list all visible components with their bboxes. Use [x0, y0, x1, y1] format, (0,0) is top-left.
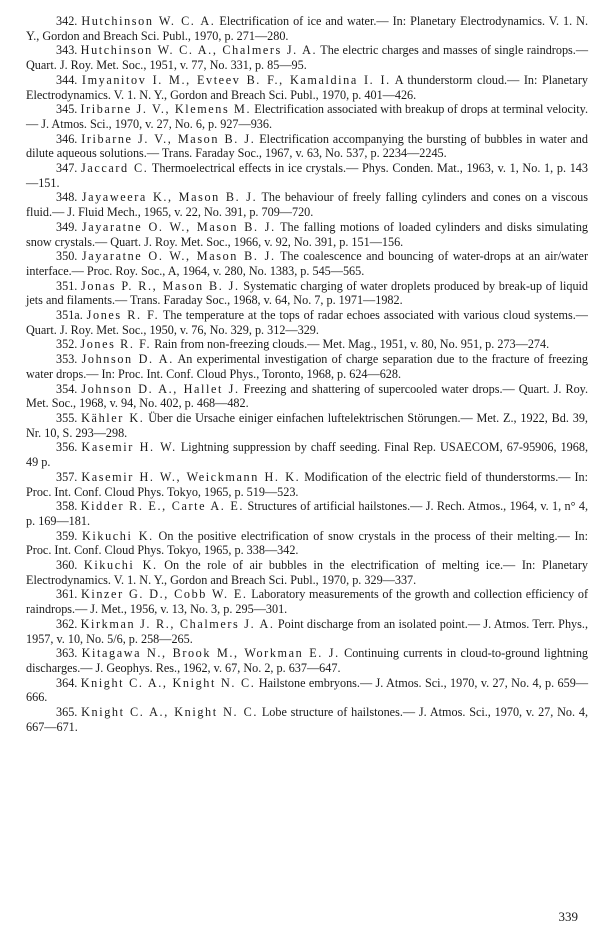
reference-authors: Kidder R. E., Carte A. E.	[80, 499, 245, 514]
page-number: 339	[558, 909, 578, 924]
reference-text: Continuing currents in cloud-to-ground lightning discharges.— J. Geophys. Res., 1962, v. 67, No. 2, p. 637—647.	[26, 646, 589, 675]
reference-entry	[26, 676, 588, 705]
reference-authors: Jayaratne O. W., Mason B. J.	[81, 219, 276, 234]
reference-authors: Kasemir H. W., Weickmann H. K.	[81, 469, 301, 484]
reference-number: 345.	[56, 102, 78, 117]
reference-number: 351a.	[56, 308, 83, 323]
reference-text: Über die Ursache einiger einfachen luftelektrischen Störungen.— Met. Z., 1922, Bd. 39, Nr. 10, S. 293—298.	[26, 410, 588, 440]
reference-text: Hailstone embryons.— J. Atmos. Sci., 1970, v. 27, No. 4, p. 659—666.	[26, 675, 589, 705]
reference-number: 359.	[56, 528, 78, 543]
reference-text: The coalescence and bouncing of water-drops at an air/water interface.— Proc. Roy. Soc., A, 1964, v. 280, No. 1383, p. 545—565.	[26, 249, 589, 278]
reference-text: Laboratory measurements of the growth and collection efficiency of raindrops.— J. Met., 1956, v. 13, No. 3, p. 295—301.	[26, 587, 589, 617]
reference-authors: Iribarne J. V., Klemens M.	[80, 102, 252, 117]
reference-entry	[26, 617, 588, 646]
reference-text: The temperature at the tops of radar echoes associated with various cloud systems.— Quart. J. Roy. Met. Soc., 1950, v. 76, No. 329, p. 312—329.	[26, 308, 588, 337]
reference-number: 365.	[56, 705, 78, 720]
reference-number: 355.	[56, 410, 78, 425]
reference-authors: Kitagawa N., Brook M., Workman E. J.	[81, 646, 340, 661]
reference-number: 362.	[56, 616, 78, 631]
reference-authors: Iribarne J. V., Mason B. J.	[81, 131, 256, 146]
reference-authors: Hutchinson W. C. A.	[81, 14, 216, 28]
reference-text: Structures of artificial hailstones.— J. Rech. Atmos., 1964, v. 1, n° 4, p. 169—181.	[26, 499, 589, 528]
reference-entry	[26, 337, 588, 352]
reference-entry	[26, 470, 588, 499]
reference-text: The behaviour of freely falling cylinders and cones on a viscous fluid.— J. Fluid Mech., 1965, v. 22, No. 391, p. 709—720.	[26, 190, 589, 220]
reference-entry	[26, 646, 588, 675]
reference-number: 363.	[56, 646, 78, 661]
reference-text: Systematic charging of water droplets produced by break-up of liquid jets and filaments.— Trans. Faraday Soc., 1968, v. 64, No. 7, p. 1971—1982.	[26, 278, 589, 308]
reference-text: Electrification accompanying the bursting of bubbles in water and dilute aqueous solutions.— Trans. Faraday Soc., 1967, v. 63, No. 537, p. 2234—2245.	[26, 131, 588, 161]
reference-authors: Knight C. A., Knight N. C.	[80, 675, 256, 690]
reference-authors: Jonas P. R., Mason B. J.	[81, 278, 240, 293]
reference-number: 351.	[56, 278, 78, 293]
reference-authors: Jaccard C.	[81, 161, 149, 176]
reference-authors: Imyanitov I. M., Evteev B. F., Kamaldina I. I.	[81, 72, 391, 87]
reference-authors: Kikuchi K.	[83, 558, 158, 573]
reference-entry	[26, 43, 588, 72]
reference-text: The electric charges and masses of single raindrops.— Quart. J. Roy. Met. Soc., 1951, v. 77, No. 331, p. 85—95.	[26, 43, 589, 73]
reference-number: 354.	[56, 381, 78, 396]
reference-text: The falling motions of loaded cylinders and disks simulating snow crystals.— Quart. J. Roy. Met. Soc., 1966, v. 92, No. 391, p. 151—156.	[26, 219, 589, 249]
reference-number: 361.	[56, 587, 78, 602]
reference-number: 352.	[56, 337, 78, 352]
reference-number: 343.	[56, 43, 78, 58]
reference-authors: Jayaweera K., Mason B. J.	[81, 190, 258, 205]
reference-number: 347.	[56, 161, 78, 176]
reference-text: Lightning suppression by chaff seeding. Final Rep. USAECOM, 67-95906, 1968, 49 p.	[26, 440, 589, 470]
reference-authors: Johnson D. A., Hallet J.	[81, 381, 240, 396]
reference-authors: Jones R. F.	[86, 308, 160, 323]
reference-entry	[26, 411, 588, 440]
reference-text: Point discharge from an isolated point.— J. Atmos. Terr. Phys., 1957, v. 10, No. 5/6, p. 258—265.	[26, 616, 588, 646]
reference-authors: Kirkman J. R., Chalmers J. A.	[80, 616, 275, 631]
reference-number: 364.	[56, 675, 78, 690]
reference-authors: Kasemir H. W.	[81, 440, 177, 455]
reference-authors: Kähler K.	[81, 410, 145, 425]
reference-number: 353.	[56, 352, 78, 367]
reference-authors: Johnson D. A.	[81, 352, 174, 367]
reference-list	[26, 14, 588, 734]
reference-number: 358.	[56, 499, 78, 514]
reference-text: A thunderstorm cloud.— In: Planetary Electrodynamics. V. 1. N. Y., Gordon and Breach Sci. Publ., 1970, p. 401—426.	[26, 72, 589, 102]
reference-text: Modification of the electric field of thunderstorms.— In: Proc. Int. Conf. Cloud Phys. Tokyo, 1965, p. 519—523.	[26, 469, 588, 499]
reference-text: Rain from non-freezing clouds.— Met. Mag., 1951, v. 80, No. 951, p. 273—274.	[154, 337, 550, 352]
reference-number: 346.	[56, 131, 78, 146]
reference-entry	[26, 102, 588, 131]
reference-authors: Jones R. F.	[80, 337, 152, 352]
reference-text: Electrification associated with breakup of drops at terminal velocity.— J. Atmos. Sci., 1970, v. 27, No. 6, p. 927—936.	[26, 102, 588, 131]
reference-entry	[26, 279, 588, 308]
reference-authors: Kikuchi K.	[82, 528, 154, 543]
reference-entry	[26, 14, 588, 43]
reference-entry	[26, 161, 588, 190]
reference-number: 342.	[56, 14, 78, 28]
reference-number: 350.	[56, 249, 78, 264]
reference-authors: Kinzer G. D., Cobb W. E.	[80, 587, 248, 602]
reference-entry	[26, 558, 588, 587]
reference-entry	[26, 249, 588, 278]
reference-text: On the positive electrification of snow crystals in the process of their melting.— In: Proc. Int. Conf. Cloud Phys. Tokyo, 1965, p. 338—342.	[26, 528, 588, 558]
reference-number: 357.	[56, 469, 78, 484]
reference-authors: Knight C. A., Knight N. C.	[81, 705, 258, 720]
reference-number: 360.	[56, 558, 78, 573]
reference-entry	[26, 132, 588, 161]
reference-entry	[26, 382, 588, 411]
reference-entry	[26, 352, 588, 381]
reference-number: 349.	[56, 219, 78, 234]
reference-entry	[26, 705, 588, 734]
reference-authors: Hutchinson W. C. A., Chalmers J. A.	[80, 43, 318, 58]
reference-entry	[26, 308, 588, 337]
reference-text: Freezing and shattering of supercooled water drops.— Quart. J. Roy. Met. Soc., 1968, v. 94, No. 402, p. 468—482.	[26, 381, 589, 411]
reference-entry	[26, 73, 588, 102]
reference-text: An experimental investigation of charge separation due to the fracture of freezing water drops.— In: Proc. Int. Conf. Cloud Phys., Toronto, 1968, p. 624—628.	[26, 352, 589, 381]
reference-authors: Jayaratne O. W., Mason B. J.	[81, 249, 276, 264]
reference-entry	[26, 587, 588, 616]
reference-number: 348.	[56, 190, 78, 205]
reference-entry	[26, 190, 588, 219]
reference-entry	[26, 220, 588, 249]
reference-text: Electrification of ice and water.— In: Planetary Electrodynamics. V. 1. N. Y., Gordon and Breach Sci. Publ., 1970, p. 271—280.	[26, 14, 589, 43]
reference-entry	[26, 499, 588, 528]
reference-entry	[26, 440, 588, 469]
reference-text: On the role of air bubbles in the electrification of melting ice.— In: Planetary Electrodynamics. V. 1. N. Y., Gordon and Breach Sci. Publ., 1970, p. 329—337.	[26, 558, 588, 587]
reference-text: Lobe structure of hailstones.— J. Atmos. Sci., 1970, v. 27, No. 4, 667—671.	[26, 705, 589, 734]
reference-number: 344.	[56, 72, 78, 87]
reference-number: 356.	[56, 440, 78, 455]
reference-entry	[26, 529, 588, 558]
reference-text: Thermoelectrical effects in ice crystals.— Phys. Conden. Mat., 1963, v. 1, No. 1, p. 143—151.	[26, 161, 588, 190]
